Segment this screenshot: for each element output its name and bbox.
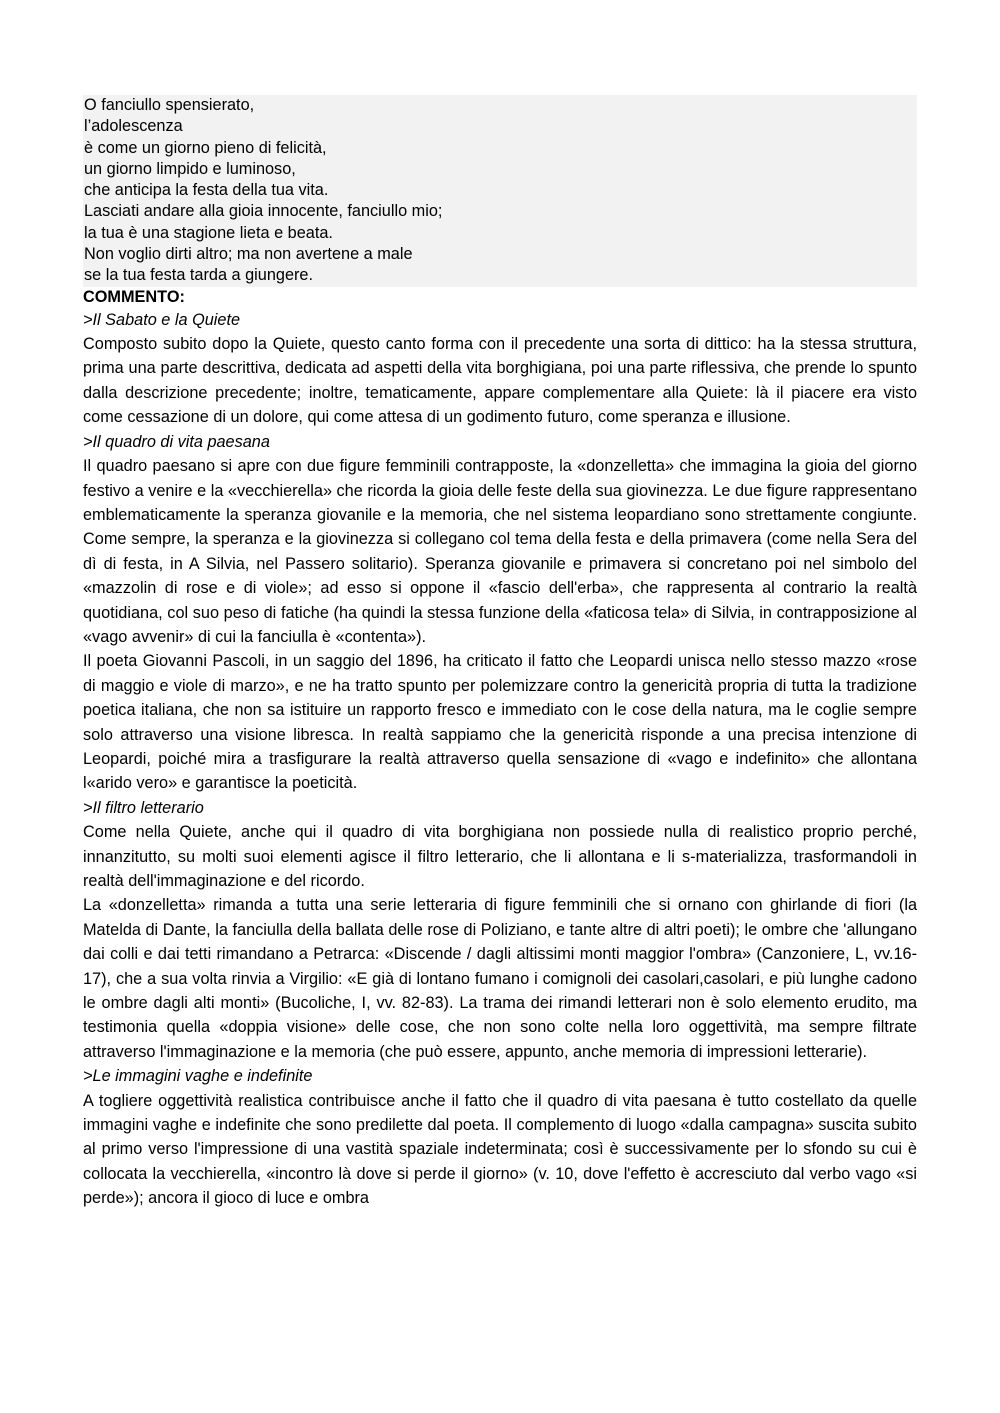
poem-line: se la tua festa tarda a giungere.	[84, 266, 313, 285]
paragraph: Il quadro paesano si apre con due figure femminili contrapposte, la «donzelletta» che immagina la gioia del giorno festivo a venire e la «vecchierella» che ricorda la gioia delle feste della sua giovinezza. Le due figure rappresentano emblematicamente la speranza giovanile e la memoria, che nel sistema leopardiano sono strettamente congiunte. Come sempre, la speranza e la giovinezza si collegano col tema della festa e della primavera (come nella Sera del dì di festa, in A Silvia, nel Passero solitario). Speranza giovanile e primavera si concretano poi nel simbolo del «mazzolin di rose e di viole»; ad esso si oppone il «fascio dell'erba», che rappresenta al contrario la realtà quotidiana, col suo peso di fatiche (ha quindi la stessa funzione della «faticosa tela» di Silvia, in contrapposizione al «vago avvenir» di cui la fanciulla è «contenta»).	[83, 457, 917, 646]
paragraph: La «donzelletta» rimanda a tutta una serie letteraria di figure femminili che si ornano con ghirlande di fiori (la Matelda di Dante, la fanciulla della ballata delle rose di Poliziano, e tante altre di altri poeti); le ombre che 'allungano dai colli e dai tetti rimandano a Petrarca: «Discende / dagli altissimi monti maggior l'ombra» (Canzoniere, L, vv.16-17), che a sua volta rinvia a Virgilio: «E già di lontano fumano i comignoli dei casolari,casolari, e più lunghe cadono le ombre dagli alti monti» (Bucoliche, I, vv. 82-83). La trama dei rimandi letterari non è solo elemento erudito, ma testimonia quella «doppia visione» delle cose, che non sono colte nella loro oggettività, ma sempre filtrate attraverso l'immaginazione e la memoria (che può essere, appunto, anche memoria di impressioni letterarie).	[83, 896, 917, 1061]
document-page	[83, 95, 917, 1211]
section-title: >Il quadro di vita paesana	[83, 432, 270, 451]
poem-line: un giorno limpido e luminoso,	[84, 159, 296, 178]
section-title: >Il filtro letterario	[83, 798, 204, 817]
section-title: >Il Sabato e la Quiete	[83, 310, 241, 329]
poem-line: la tua è una stagione lieta e beata.	[84, 223, 333, 242]
poem-block	[83, 95, 917, 287]
paragraph: Composto subito dopo la Quiete, questo canto forma con il precedente una sorta di dittico: ha la stessa struttura, prima una parte descrittiva, dedicata ad aspetti della vita borghigiana, poi una parte riflessiva, che prende lo spunto dalla descrizione precedente; inoltre, tematicamente, appare complementare alla Quiete: là il piacere era visto come cessazione di un dolore, qui come attesa di un godimento futuro, come speranza e illusione.	[83, 335, 917, 427]
paragraph: Come nella Quiete, anche qui il quadro di vita borghigiana non possiede nulla di realistico proprio perché, innanzitutto, su molti suoi elementi agisce il filtro letterario, che li allontana e li s-materializza, trasformandoli in realtà dell'immaginazione e del ricordo.	[83, 823, 917, 891]
poem-line: è come un giorno pieno di felicità,	[84, 138, 327, 157]
poem-line: O fanciullo spensierato,	[84, 96, 255, 114]
commento-section	[83, 287, 917, 1211]
commento-heading: COMMENTO:	[83, 287, 185, 306]
poem-line: l’adolescenza	[84, 117, 183, 136]
section-title: >Le immagini vaghe e indefinite	[83, 1067, 313, 1086]
paragraph: A togliere oggettività realistica contribuisce anche il fatto che il quadro di vita paesana è tutto costellato da quelle immagini vaghe e indefinite che sono predilette dal poeta. Il complemento di luogo «dalla campagna» suscita subito al primo verso l'impressione di una vastità spaziale indeterminata; così è successivamente per lo sfondo su cui è collocata la vecchierella, «incontro là dove si perde il giorno» (v. 10, dove l'effetto è accresciuto dal verbo vago «si perde»); ancora il gioco di luce e ombra	[83, 1091, 917, 1208]
poem-line: Lasciati andare alla gioia innocente, fanciullo mio;	[84, 202, 443, 221]
poem-line: Non voglio dirti altro; ma non avertene a male	[84, 245, 413, 264]
paragraph: Il poeta Giovanni Pascoli, in un saggio del 1896, ha criticato il fatto che Leopardi unisca nello stesso mazzo «rose di maggio e viole di marzo», e ne ha tratto spunto per polemizzare contro la genericità propria di tutta la tradizione poetica italiana, che non sa istituire un rapporto fresco e immediato con le cose della natura, ma le coglie sempre solo attraverso una visione libresca. In realtà sappiamo che la genericità risponde a una precisa intenzione di Leopardi, poiché mira a trasfigurare la realtà attraverso quella sensazione di «vago e indefinito» che allontana l«arido vero» e garantisce la poeticità.	[83, 652, 917, 793]
poem-line: che anticipa la festa della tua vita.	[84, 181, 329, 200]
